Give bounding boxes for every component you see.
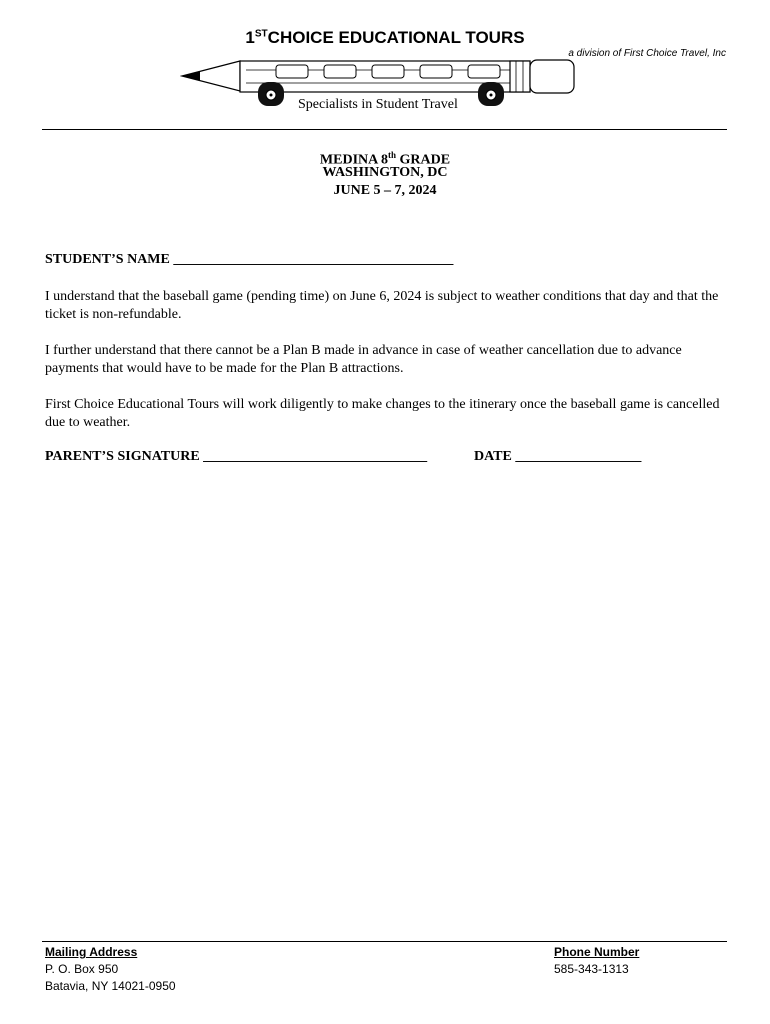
signature-row bbox=[45, 449, 427, 465]
phone-number: 585-343-1313 bbox=[554, 962, 629, 976]
date-field[interactable]: __________________ bbox=[515, 449, 642, 464]
mailing-address-label: Mailing Address bbox=[45, 945, 138, 959]
mailing-address-line1: P. O. Box 950 bbox=[45, 962, 119, 976]
trip-dates: JUNE 5 – 7, 2024 bbox=[333, 183, 437, 198]
trip-grade: MEDINA 8th GRADE bbox=[319, 150, 451, 168]
phone-block bbox=[554, 944, 639, 978]
plan-b-paragraph: I further understand that there cannot be a Plan B made in advance in case of weather cancellation due to advance payments that would have to be made for the Plan B attractions. bbox=[45, 343, 682, 376]
student-name-field[interactable]: ________________________________________ bbox=[173, 252, 454, 267]
tagline: Specialists in Student Travel bbox=[298, 97, 458, 112]
signature-field[interactable]: ________________________________ bbox=[203, 449, 428, 464]
student-name-label: STUDENT’S NAME bbox=[45, 252, 170, 267]
student-name-row bbox=[45, 252, 453, 268]
mailing-address-line2: Batavia, NY 14021-0950 bbox=[45, 979, 176, 993]
trip-destination: WASHINGTON, DC bbox=[322, 165, 448, 180]
date-row bbox=[474, 449, 641, 465]
itinerary-paragraph: First Choice Educational Tours will work diligently to make changes to the itinerary once the baseball game is cancelled due to weather. bbox=[45, 397, 720, 430]
division-note: a division of First Choice Travel, Inc bbox=[568, 48, 726, 59]
header-divider bbox=[42, 129, 727, 130]
mailing-address-block bbox=[45, 944, 176, 995]
phone-label: Phone Number bbox=[554, 945, 640, 959]
footer-divider bbox=[42, 941, 727, 942]
weather-paragraph: I understand that the baseball game (pending time) on June 6, 2024 is subject to weather conditions that day and that the ticket is non-refundable. bbox=[45, 289, 719, 322]
signature-label: PARENT’S SIGNATURE bbox=[45, 449, 200, 464]
company-title: 1STCHOICE EDUCATIONAL TOURS bbox=[245, 28, 525, 47]
date-label: DATE bbox=[474, 449, 512, 464]
